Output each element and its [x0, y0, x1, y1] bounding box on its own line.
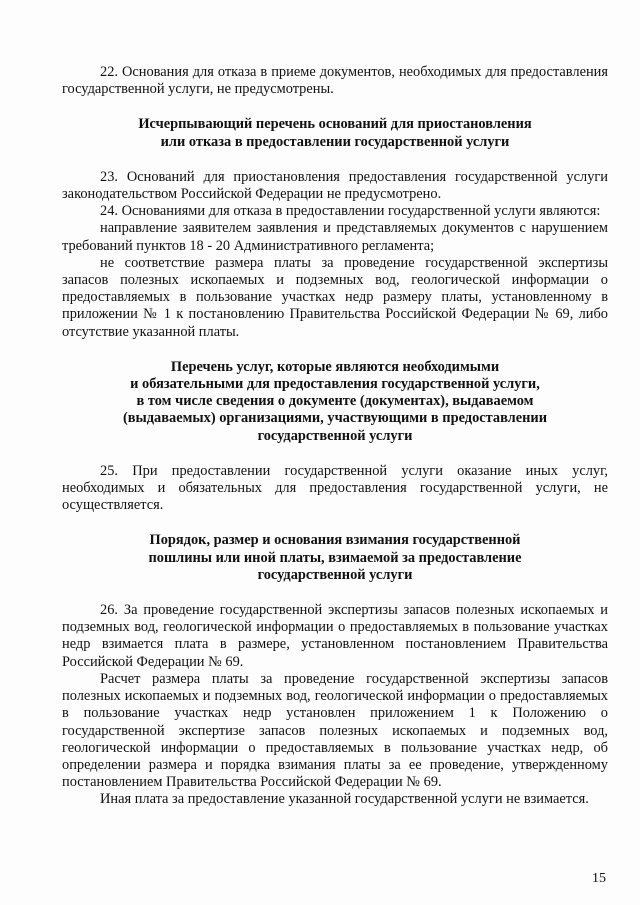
section-heading-fees	[62, 532, 608, 584]
paragraph-24-item-2: не соответствие размера платы за проведение государственной экспертизы запасов полезных ископаемых и подземных вод, геологической информации о предоставляемых в пользование участках недр размеру платы, установленному в приложении № 1 к постановлению Правительства Российской Федерации № 69, либо отсутствие указанной платы.	[62, 254, 608, 340]
heading-line: пошлины или иной платы, взимаемой за предоставление	[148, 549, 522, 566]
paragraph-24: 24. Основаниями для отказа в предоставлении государственной услуги являются:	[100, 203, 601, 220]
paragraph-26-calculation: Расчет размера платы за проведение государственной экспертизы запасов полезных ископаемых и подземных вод, геологической информации о предоставляемых в пользование участках недр установлен приложением 1 к Положению о государственной экспертизе запасов полезных ископаемых и подземных вод, геологической информации о предоставляемых в пользование участках недр, об определении размера и порядка взимания платы за ее проведение, утвержденному постановлением Правительства Российской Федерации № 69.	[62, 670, 608, 791]
heading-line: Порядок, размер и основания взимания государственной	[149, 532, 521, 549]
heading-line: Исчерпывающий перечень оснований для приостановления	[138, 116, 532, 133]
heading-line: в том числе сведения о документе (документах), выдаваемом	[136, 393, 534, 410]
heading-line: Перечень услуг, которые являются необходимыми	[170, 358, 500, 375]
heading-line: (выдаваемых) организациями, участвующими в предоставлении	[122, 410, 548, 427]
heading-line: государственной услуги	[257, 566, 413, 583]
heading-line: государственной услуги	[257, 427, 413, 444]
heading-line: или отказа в предоставлении государственной услуги	[160, 133, 510, 150]
heading-line: и обязательными для предоставления государственной услуги,	[130, 376, 540, 393]
paragraph-23: 23. Оснований для приостановления предоставления государственной услуги законодательством Российской Федерации не предусмотрено.	[62, 168, 608, 203]
section-heading-suspension	[62, 116, 608, 150]
paragraph-26-other-fee: Иная плата за предоставление указанной государственной услуги не взимается.	[100, 791, 589, 808]
document-body	[62, 64, 608, 809]
paragraph-24-item-1: направление заявителем заявления и представляемых документов с нарушением требований пунктов 18 - 20 Административного регламента;	[62, 220, 608, 254]
paragraph-25: 25. При предоставлении государственной услуги оказание иных услуг, необходимых и обязательных для предоставления государственной услуги, не осуществляется.	[62, 462, 608, 514]
paragraph-22: 22. Основания для отказа в приеме документов, необходимых для предоставления государственной услуги, не предусмотрены.	[62, 64, 608, 98]
section-heading-services	[62, 359, 608, 445]
page-number: 15	[592, 871, 606, 886]
paragraph-26: 26. За проведение государственной экспертизы запасов полезных ископаемых и подземных вод, геологической информации о предоставляемых в пользование участках недр взимается плата в размере, установленном постановлением Правительства Российской Федерации № 69.	[62, 602, 608, 670]
